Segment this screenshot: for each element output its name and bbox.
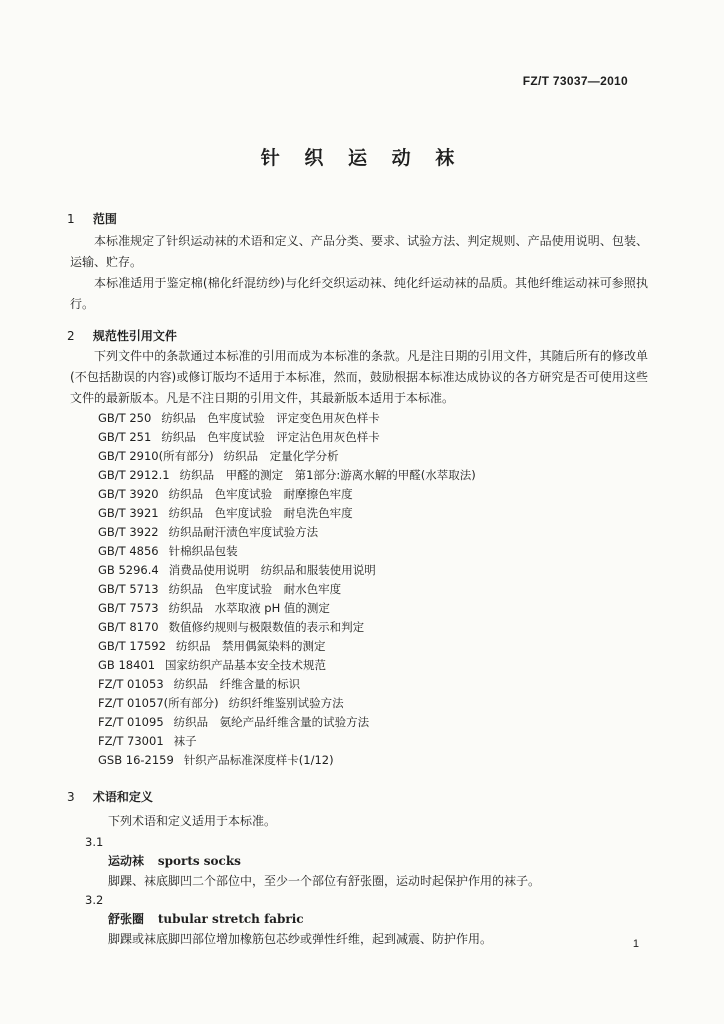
reference-code: FZ/T 01053 <box>98 677 164 691</box>
reference-code: GB 18401 <box>98 658 156 672</box>
reference-code: GB/T 5713 <box>98 582 159 596</box>
reference-title: 纺织品 纤维含量的标识 <box>173 677 301 691</box>
reference-title: 袜子 <box>173 734 197 748</box>
reference-code: GB/T 251 <box>98 430 152 444</box>
reference-title: 数值修约规则与极限数值的表示和判定 <box>168 620 365 634</box>
reference-item <box>98 485 476 504</box>
section-2-paragraph: 下列文件中的条款通过本标准的引用而成为本标准的条款。凡是注日期的引用文件，其随后所有的修改单(不包括勘误的内容)或修订版均不适用于本标准，然而，鼓励根据本标准达成协议的各方研究是否可使用这些文件的最新版本。凡是不注日期的引用文件，其最新版本适用于本标准。 <box>70 349 648 405</box>
reference-item <box>98 523 476 542</box>
reference-code: GB/T 7573 <box>98 601 159 615</box>
term-heading <box>108 910 304 927</box>
reference-item <box>98 580 476 599</box>
section-1-heading <box>67 210 117 227</box>
section-title: 范围 <box>92 212 117 226</box>
section-title: 术语和定义 <box>92 790 153 804</box>
section-3-intro: 下列术语和定义适用于本标准。 <box>108 814 277 828</box>
reference-title: 纺织品 色牢度试验 耐皂洗色牢度 <box>168 506 353 520</box>
reference-item <box>98 637 476 656</box>
reference-code: FZ/T 01057(所有部分) <box>98 696 219 710</box>
term-chinese: 舒张圈 <box>108 912 145 926</box>
term-definition: 脚踝、袜底脚凹二个部位中，至少一个部位有舒张圈，运动时起保护作用的袜子。 <box>108 874 541 888</box>
term-definition: 脚踝或袜底脚凹部位增加橡筋包芯纱或弹性纤维，起到减震、防护作用。 <box>108 932 493 946</box>
document-title: 针 织 运 动 袜 <box>260 147 464 169</box>
reference-code: GB/T 3921 <box>98 506 159 520</box>
reference-item <box>98 409 476 428</box>
reference-item <box>98 599 476 618</box>
reference-code: GSB 16-2159 <box>98 753 174 767</box>
term-heading <box>108 852 241 869</box>
section-number: 2 <box>67 329 75 343</box>
reference-item <box>98 542 476 561</box>
reference-code: GB/T 2910(所有部分) <box>98 449 214 463</box>
term-english: sports socks <box>157 854 241 868</box>
reference-code: GB/T 3920 <box>98 487 159 501</box>
term-number: 3.1 <box>85 835 104 849</box>
standard-code: FZ/T 73037—2010 <box>522 74 628 88</box>
section-2-heading <box>67 327 177 344</box>
reference-item <box>98 561 476 580</box>
page-number: 1 <box>632 938 639 950</box>
reference-title: 纺织品 甲醛的测定 第1部分:游离水解的甲醛(水萃取法) <box>179 468 476 482</box>
reference-code: FZ/T 01095 <box>98 715 164 729</box>
section-number: 3 <box>67 790 75 804</box>
reference-code: GB/T 250 <box>98 411 152 425</box>
reference-item <box>98 466 476 485</box>
reference-title: 纺织纤维鉴别试验方法 <box>228 696 344 710</box>
reference-item <box>98 732 476 751</box>
reference-item <box>98 656 476 675</box>
reference-title: 针织产品标准深度样卡(1/12) <box>183 753 334 767</box>
reference-title: 纺织品 水萃取液 pH 值的测定 <box>168 601 330 615</box>
reference-title: 国家纺织产品基本安全技术规范 <box>165 658 327 672</box>
reference-title: 纺织品耐汗渍色牢度试验方法 <box>168 525 319 539</box>
section-title: 规范性引用文件 <box>92 329 177 343</box>
reference-item <box>98 694 476 713</box>
reference-item <box>98 447 476 466</box>
reference-item <box>98 428 476 447</box>
reference-title: 纺织品 色牢度试验 评定变色用灰色样卡 <box>161 411 380 425</box>
reference-title: 纺织品 色牢度试验 耐摩擦色牢度 <box>168 487 353 501</box>
reference-title: 纺织品 定量化学分析 <box>223 449 339 463</box>
reference-list <box>98 409 476 770</box>
reference-title: 针棉织品包装 <box>168 544 238 558</box>
reference-title: 纺织品 禁用偶氮染料的测定 <box>175 639 326 653</box>
section-1-paragraph-2: 本标准适用于鉴定棉(棉化纤混纺纱)与化纤交织运动袜、纯化纤运动袜的品质。其他纤维运动袜可参照执行。 <box>70 276 648 311</box>
section-3-heading <box>67 788 153 805</box>
reference-title: 纺织品 色牢度试验 评定沾色用灰色样卡 <box>161 430 380 444</box>
section-number: 1 <box>67 212 75 226</box>
reference-item <box>98 675 476 694</box>
reference-title: 纺织品 色牢度试验 耐水色牢度 <box>168 582 342 596</box>
reference-code: GB/T 3922 <box>98 525 159 539</box>
section-1-paragraph-1: 本标准规定了针织运动袜的术语和定义、产品分类、要求、试验方法、判定规则、产品使用说明、包装、运输、贮存。 <box>70 234 648 269</box>
term-chinese: 运动袜 <box>108 854 145 868</box>
term-number: 3.2 <box>85 893 104 907</box>
term-english: tubular stretch fabric <box>157 912 304 926</box>
reference-item <box>98 751 476 770</box>
reference-code: GB/T 2912.1 <box>98 468 170 482</box>
reference-title: 消费品使用说明 纺织品和服装使用说明 <box>168 563 376 577</box>
reference-item <box>98 618 476 637</box>
reference-code: GB/T 17592 <box>98 639 166 653</box>
reference-code: GB/T 8170 <box>98 620 159 634</box>
reference-item <box>98 713 476 732</box>
reference-code: GB/T 4856 <box>98 544 159 558</box>
reference-item <box>98 504 476 523</box>
reference-code: FZ/T 73001 <box>98 734 164 748</box>
reference-code: GB 5296.4 <box>98 563 159 577</box>
reference-title: 纺织品 氨纶产品纤维含量的试验方法 <box>173 715 370 729</box>
